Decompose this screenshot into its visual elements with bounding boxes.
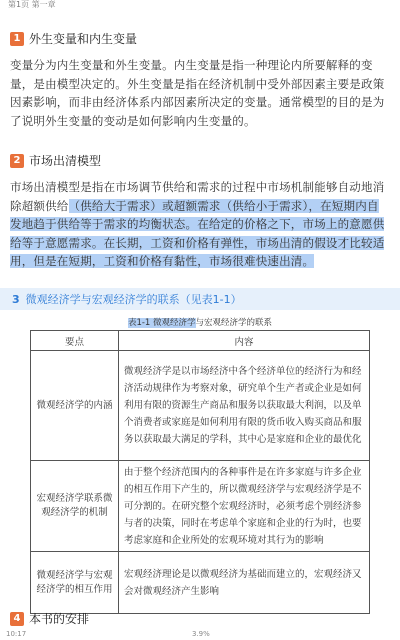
table-header-key: 要点 (31, 331, 119, 351)
table-caption-highlight[interactable]: 表1-1 微观经济学 (127, 318, 196, 328)
clock-text: 10:17 (6, 630, 27, 638)
table-cell-content: 由于整个经济范围内的各种事件是在许多家庭与许多企业的相互作用下产生的，所以微观经济学与宏观经济学是不可分割的。在研究整个宏观经济时，必须考虑个别经济参与者的决策，同时在考虑单个家庭和企业的行为时，也要考虑家庭和企业所处的宏观环境对其行为的影响 (119, 461, 370, 552)
table-cell-key: 微观经济学与宏观经济学的相互作用 (31, 552, 119, 614)
table-cell-content: 微观经济学是以市场经济中各个经济单位的经济行为和经济活动规律作为考察对象，研究单个生产者或企业是如何利用有限的资源生产商品和服务以获取最大利润，以及单个消费者或家庭是如何利用有限的货币收入购买商品和服务以获取最大满足的学科，其中心是家庭和企业的最优化 (119, 351, 370, 461)
table-header-content: 内容 (119, 331, 370, 351)
section-2-text-plain: 市场出清模型是指在市场调节供给和需求的过程中市场机制能够自动地消除超额供给 (10, 180, 385, 213)
comparison-table (30, 330, 370, 614)
section-1-text: 变量分为内生变量和外生变量。内生变量是指一种理论内所要解释的变量，是由模型决定的。外生变量是指在经济机制中受外部因素主要是政策因素影响，而非由经济体系内部因素所决定的变量。通常模型的目的是为了说明外生变量的变动是如何影响内生变量的。 (10, 58, 385, 128)
section-1-number: 1 (10, 32, 24, 46)
section-3-number: 3 (12, 292, 20, 306)
section-3-heading (0, 288, 400, 310)
section-2-title: 市场出清模型 (29, 154, 102, 168)
section-4-title: 本书的安排 (29, 612, 90, 626)
text-selection-highlight[interactable]: （供给大于需求）或超额需求（供给小于需求），在短期内自发地趋于供给等于需求的均衡状态。在给定的价格之下，市场上的意愿供给等于意愿需求。在长期，工资和价格有弹性，市场出清的假设才比较适用，但是在短期，工资和价格有黏性，市场很难快速出清。 (10, 198, 385, 268)
table-cell-key: 微观经济学的内涵 (31, 351, 119, 461)
table-row (31, 552, 370, 614)
status-bar: 第1页 第一章 (8, 0, 56, 9)
section-1-title: 外生变量和内生变量 (29, 32, 138, 46)
section-1-heading (10, 30, 137, 47)
table-row (31, 351, 370, 461)
section-2-text[interactable] (10, 178, 390, 271)
table-header-row (31, 331, 370, 351)
table-caption-rest: 与宏观经济学的联系 (195, 318, 273, 328)
table-caption (0, 316, 400, 328)
section-4-number: 4 (10, 612, 24, 626)
section-2-number: 2 (10, 154, 24, 168)
table-row (31, 461, 370, 552)
section-3-title: 微观经济学与宏观经济学的联系（见表1-1） (25, 293, 242, 306)
reading-progress: 3.9% (192, 630, 210, 638)
section-2-heading (10, 152, 101, 169)
table-cell-content: 宏观经济理论是以微观经济为基础而建立的，宏观经济又会对微观经济产生影响 (119, 552, 370, 614)
reader-footer (0, 630, 400, 640)
section-4-heading (10, 610, 89, 627)
table-cell-key: 宏观经济学联系微观经济学的机制 (31, 461, 119, 552)
